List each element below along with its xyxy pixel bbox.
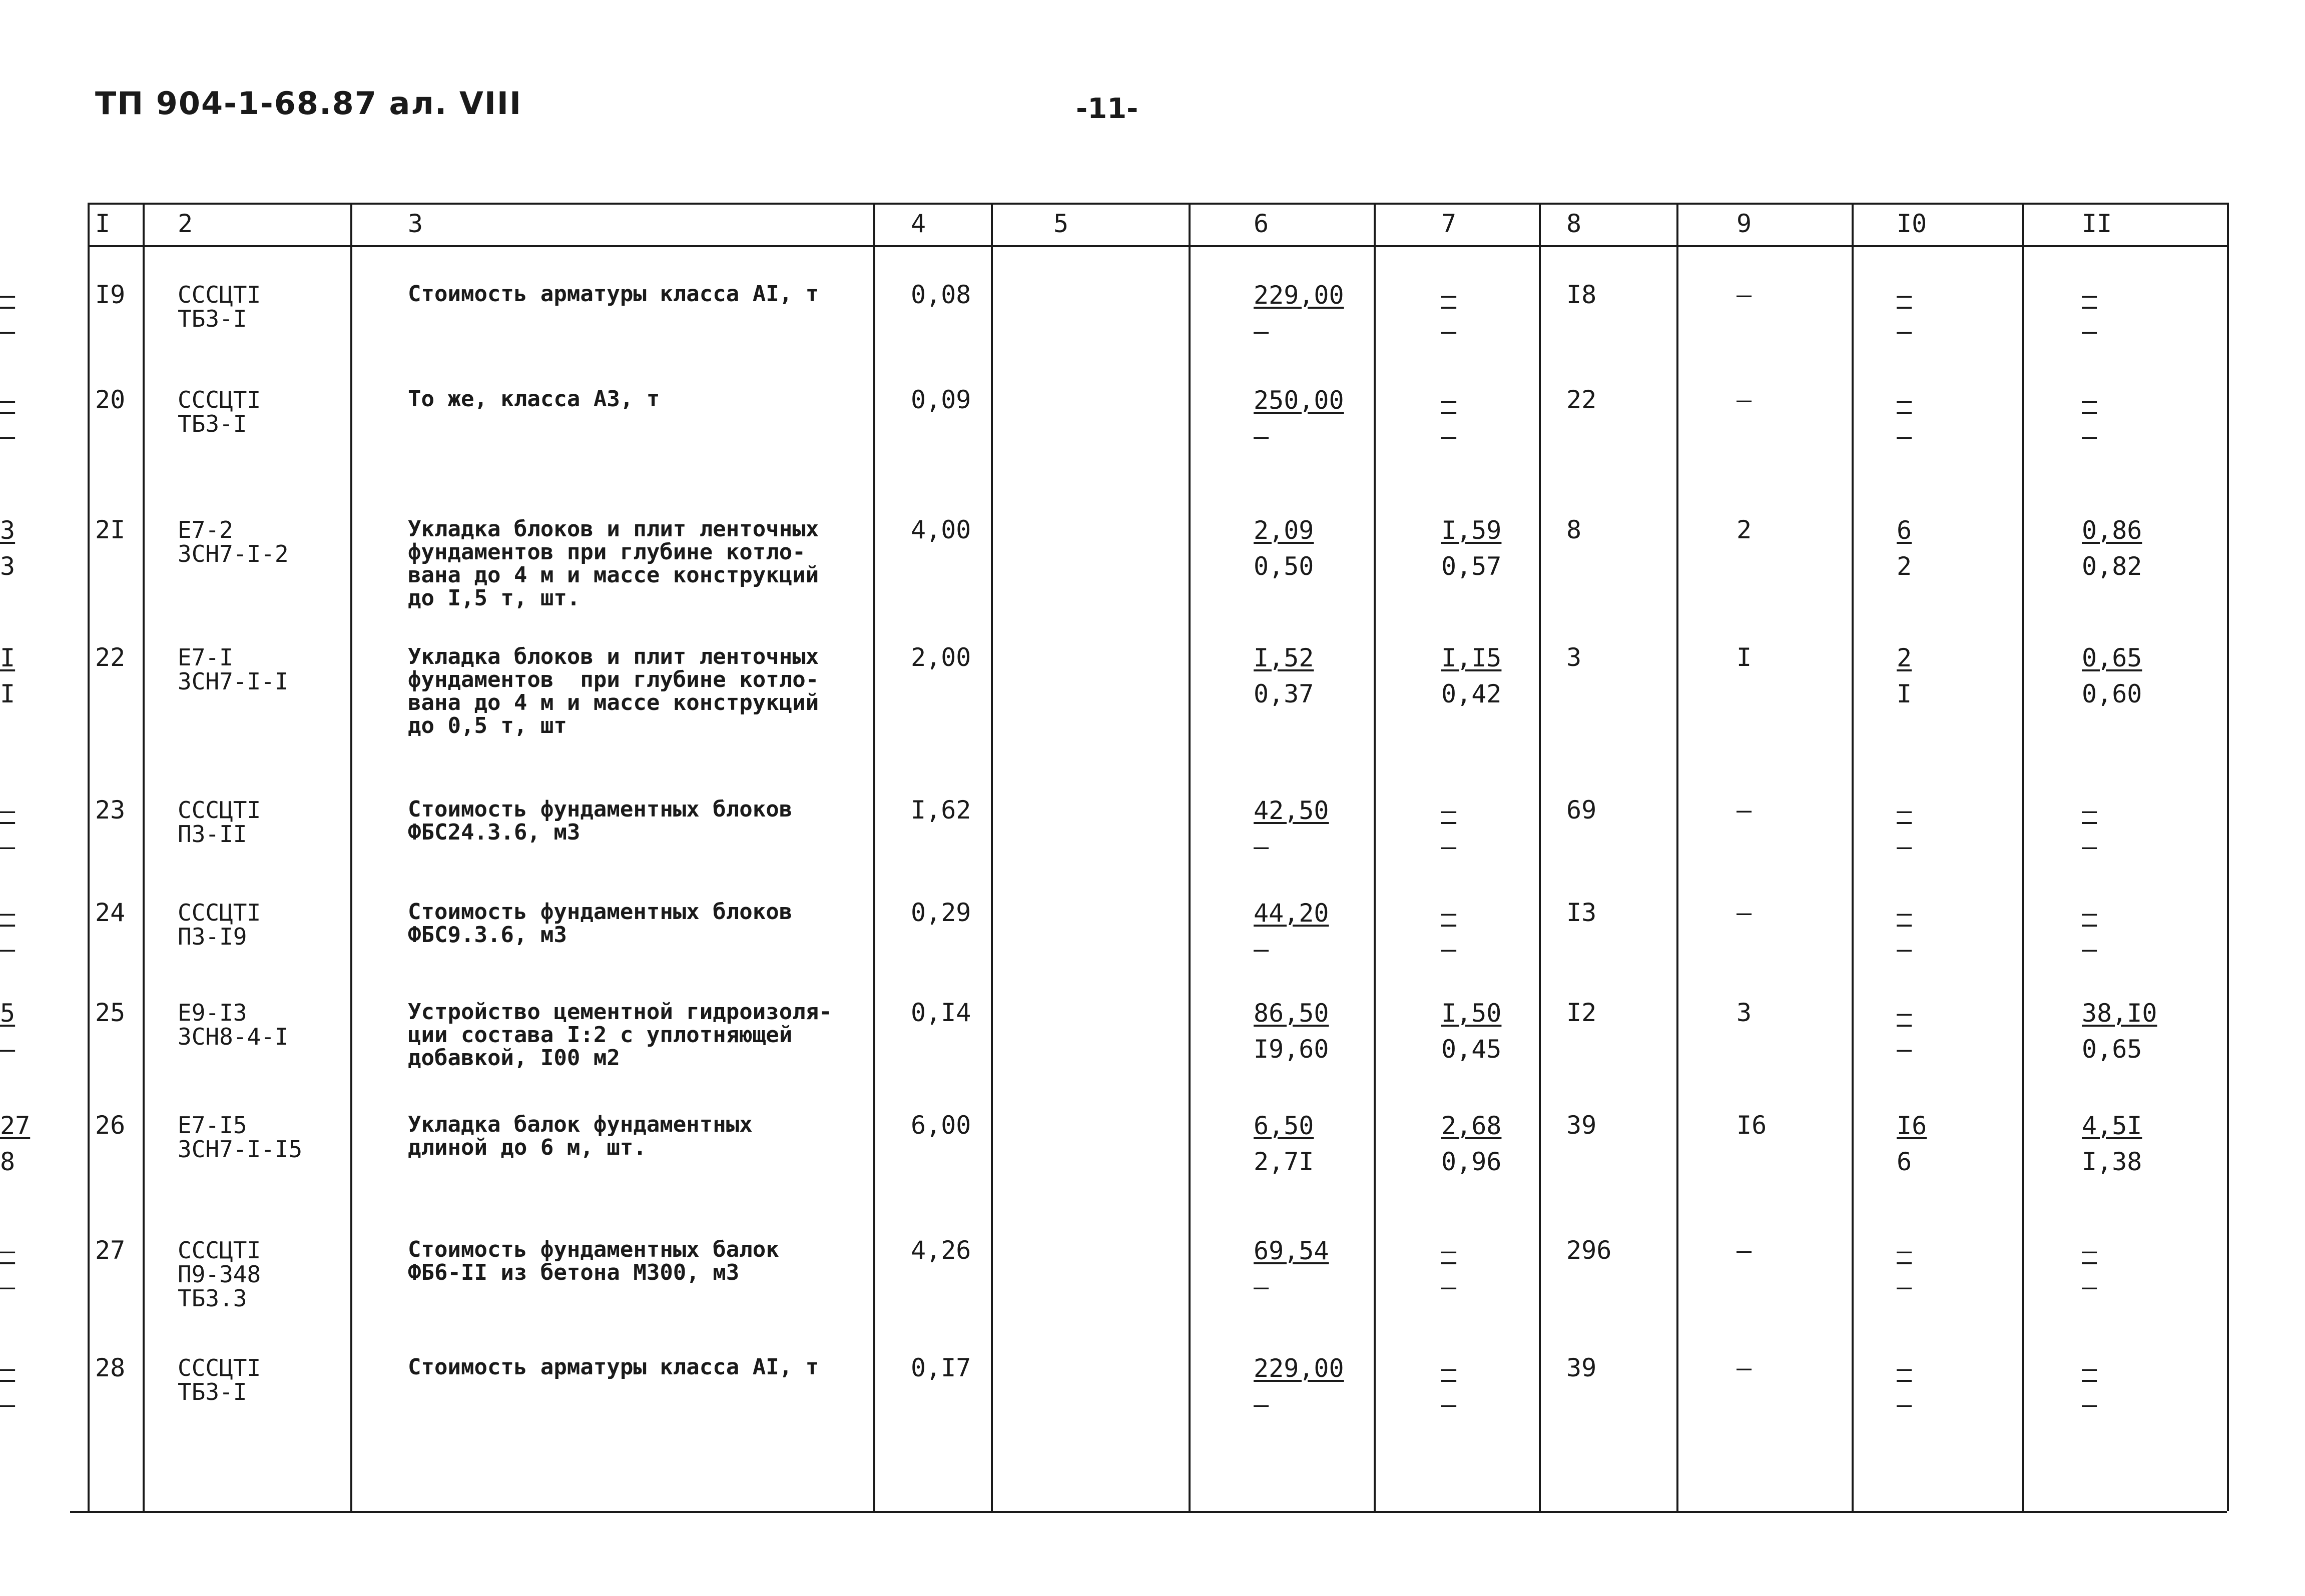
fraction-denominator: – <box>1441 935 1457 964</box>
column-header: 2 <box>178 209 193 238</box>
fraction-numerator: – <box>2082 1354 2097 1383</box>
cell-code: СССЦТI ПЗ-II <box>178 796 261 848</box>
fraction-denominator: 2,7I <box>1254 1147 1314 1176</box>
column-divider <box>1852 203 1854 1511</box>
fraction-c11 <box>0 795 15 862</box>
cell-num: 2I <box>95 515 126 544</box>
fraction-c9 <box>1897 1111 1927 1177</box>
fraction-denominator: – <box>1441 832 1457 861</box>
fraction-c6 <box>1441 643 1501 709</box>
fraction-denominator: – <box>2082 422 2097 451</box>
fraction-numerator: – <box>1441 1236 1457 1265</box>
fraction-denominator: I <box>0 679 16 708</box>
fraction-c11 <box>0 1111 30 1177</box>
column-header: I0 <box>1897 209 1927 238</box>
cell-num: 26 <box>95 1111 126 1140</box>
fraction-c5 <box>1254 795 1329 862</box>
fraction-c9 <box>1897 643 1912 709</box>
cell-qty: 0,I4 <box>911 998 971 1027</box>
fraction-numerator: I,59 <box>1441 516 1502 545</box>
fraction-c6 <box>1441 515 1501 581</box>
fraction-numerator: – <box>2082 281 2097 310</box>
cell-c8: – <box>1737 280 1752 309</box>
fraction-denominator: 0,50 <box>1254 552 1314 581</box>
fraction-denominator: – <box>1897 317 1912 346</box>
cell-num: 27 <box>95 1236 126 1265</box>
fraction-denominator: – <box>1897 1272 1912 1301</box>
fraction-numerator: I <box>0 643 16 672</box>
fraction-numerator: – <box>1441 281 1457 310</box>
fraction-c6 <box>1441 385 1456 451</box>
fraction-c5 <box>1254 643 1314 709</box>
fraction-numerator: – <box>1441 899 1457 928</box>
fraction-denominator: – <box>1897 832 1912 861</box>
fraction-denominator: 0,60 <box>2082 679 2142 708</box>
fraction-numerator: – <box>1897 386 1912 415</box>
fraction-numerator: – <box>0 796 16 825</box>
fraction-c9 <box>1897 795 1912 862</box>
cell-c8: I6 <box>1737 1111 1767 1140</box>
column-divider <box>1189 203 1191 1511</box>
fraction-numerator: – <box>0 899 16 928</box>
fraction-c11 <box>0 1353 15 1419</box>
fraction-denominator: – <box>1254 1272 1269 1301</box>
fraction-numerator: – <box>0 386 16 415</box>
fraction-denominator: 0,96 <box>1441 1147 1502 1176</box>
cell-desc: Стоимость арматуры класса AI, т <box>408 281 819 307</box>
cell-code: Е7-I ЗСН7-I-I <box>178 644 289 695</box>
fraction-numerator: – <box>1897 281 1912 310</box>
fraction-c11 <box>0 280 15 346</box>
fraction-denominator: – <box>2082 935 2097 964</box>
cell-c7: 69 <box>1566 795 1597 825</box>
cell-num: 22 <box>95 643 126 672</box>
fraction-numerator: 6,50 <box>1254 1111 1314 1140</box>
cell-desc: Укладка блоков и плит ленточных фундаментов при глубине котло- вана до 4 м и массе конструкций до I,5 т, шт. <box>408 516 819 611</box>
fraction-denominator: – <box>1254 1390 1269 1419</box>
cell-num: 24 <box>95 898 126 927</box>
fraction-numerator: 229,00 <box>1254 1354 1344 1383</box>
cell-qty: 0,I7 <box>911 1353 971 1382</box>
fraction-numerator: 42,50 <box>1254 796 1329 825</box>
fraction-c10 <box>2082 998 2157 1064</box>
column-divider <box>1539 203 1541 1511</box>
column-header: 4 <box>911 209 926 238</box>
cell-qty: 0,29 <box>911 898 971 927</box>
fraction-c10 <box>2082 1353 2097 1419</box>
table-rule <box>88 245 2227 247</box>
cell-num: 28 <box>95 1353 126 1382</box>
fraction-denominator: – <box>0 1035 16 1064</box>
fraction-numerator: 6 <box>1897 516 1912 545</box>
fraction-numerator: – <box>0 1354 16 1383</box>
fraction-numerator: – <box>0 281 16 310</box>
fraction-denominator: – <box>0 422 16 451</box>
fraction-denominator: – <box>1441 1272 1457 1301</box>
cell-desc: Устройство цементной гидроизоля- ции состава I:2 с уплотняющей добавкой, I00 м2 <box>408 999 832 1071</box>
fraction-c9 <box>1897 898 1912 964</box>
fraction-c10 <box>2082 898 2097 964</box>
fraction-numerator: 2,09 <box>1254 516 1314 545</box>
column-divider <box>350 203 352 1511</box>
fraction-numerator: 0,86 <box>2082 516 2142 545</box>
fraction-numerator: 69,54 <box>1254 1236 1329 1265</box>
cell-c7: 39 <box>1566 1353 1597 1382</box>
table-rule <box>88 203 2227 205</box>
cell-desc: Стоимость фундаментных балок ФБ6-II из бетона М300, м3 <box>408 1237 779 1285</box>
fraction-c11 <box>0 898 15 964</box>
fraction-c11 <box>0 643 15 709</box>
fraction-denominator: – <box>2082 317 2097 346</box>
fraction-numerator: – <box>0 1236 16 1265</box>
fraction-c11 <box>0 515 15 581</box>
fraction-denominator: 0,57 <box>1441 552 1502 581</box>
fraction-numerator: – <box>2082 899 2097 928</box>
fraction-c5 <box>1254 385 1344 451</box>
fraction-denominator: – <box>1254 317 1269 346</box>
fraction-numerator: – <box>1897 899 1912 928</box>
fraction-c10 <box>2082 385 2097 451</box>
cell-qty: 4,26 <box>911 1236 971 1265</box>
fraction-c5 <box>1254 280 1344 346</box>
fraction-numerator: – <box>1441 1354 1457 1383</box>
fraction-denominator: – <box>0 1272 16 1301</box>
cell-qty: I,62 <box>911 795 971 825</box>
fraction-c5 <box>1254 515 1314 581</box>
cell-qty: 0,08 <box>911 280 971 309</box>
column-header: 9 <box>1737 209 1752 238</box>
fraction-numerator: I,50 <box>1441 999 1502 1028</box>
cell-c7: 296 <box>1566 1236 1612 1265</box>
cell-c7: I8 <box>1566 280 1597 309</box>
fraction-numerator: 86,50 <box>1254 999 1329 1028</box>
fraction-denominator: – <box>1254 422 1269 451</box>
fraction-denominator: 2 <box>1897 552 1912 581</box>
fraction-c6 <box>1441 1353 1456 1419</box>
cell-qty: 6,00 <box>911 1111 971 1140</box>
fraction-c5 <box>1254 998 1329 1064</box>
cell-c8: 3 <box>1737 998 1752 1027</box>
fraction-numerator: – <box>2082 796 2097 825</box>
cell-code: Е7-I5 ЗСН7-I-I5 <box>178 1112 303 1163</box>
fraction-numerator: 4,5I <box>2082 1111 2142 1140</box>
column-header: II <box>2082 209 2112 238</box>
cell-c7: 22 <box>1566 385 1597 414</box>
cell-num: 20 <box>95 385 126 414</box>
fraction-denominator: – <box>2082 832 2097 861</box>
column-header: 7 <box>1441 209 1457 238</box>
fraction-c10 <box>2082 280 2097 346</box>
fraction-c11 <box>0 1236 15 1302</box>
fraction-c6 <box>1441 1236 1456 1302</box>
fraction-c5 <box>1254 1236 1329 1302</box>
fraction-c10 <box>2082 795 2097 862</box>
cell-desc: Укладка блоков и плит ленточных фундаментов при глубине котло- вана до 4 м и массе конструкций до 0,5 т, шт <box>408 644 819 738</box>
fraction-c9 <box>1897 385 1912 451</box>
fraction-denominator: 0,65 <box>2082 1035 2142 1064</box>
table-rule <box>70 1511 2227 1513</box>
fraction-denominator: 0,42 <box>1441 679 1502 708</box>
fraction-c10 <box>2082 1236 2097 1302</box>
cell-qty: 4,00 <box>911 515 971 544</box>
fraction-denominator: – <box>1441 422 1457 451</box>
fraction-numerator: 0,65 <box>2082 643 2142 672</box>
fraction-denominator: 6 <box>1897 1147 1912 1176</box>
fraction-c6 <box>1441 998 1501 1064</box>
column-divider <box>873 203 875 1511</box>
fraction-numerator: 3 <box>0 516 16 545</box>
cell-desc: Стоимость фундаментных блоков ФБС9.3.6, м3 <box>408 899 793 948</box>
fraction-denominator: – <box>1254 935 1269 964</box>
fraction-c10 <box>2082 643 2142 709</box>
fraction-c11 <box>0 998 15 1064</box>
cell-num: 23 <box>95 795 126 825</box>
fraction-c5 <box>1254 1353 1344 1419</box>
document-code: ТП 904-1-68.87 ал. VIII <box>95 85 522 122</box>
cell-code: СССЦТI ПЗ-I9 <box>178 899 261 950</box>
fraction-numerator: – <box>1897 1354 1912 1383</box>
column-divider <box>1676 203 1678 1511</box>
fraction-c9 <box>1897 515 1912 581</box>
column-divider <box>143 203 145 1511</box>
column-header: I <box>95 209 111 238</box>
fraction-c10 <box>2082 1111 2142 1177</box>
cell-code: СССЦТI П9-348 ТБЗ.3 <box>178 1237 261 1312</box>
fraction-denominator: – <box>0 935 16 964</box>
cell-c8: – <box>1737 385 1752 414</box>
column-divider <box>991 203 993 1511</box>
column-header: 8 <box>1566 209 1582 238</box>
cell-c7: I3 <box>1566 898 1597 927</box>
fraction-denominator: – <box>1897 935 1912 964</box>
cell-desc: Стоимость фундаментных блоков ФБС24.3.6, м3 <box>408 796 793 845</box>
fraction-c5 <box>1254 1111 1314 1177</box>
fraction-c9 <box>1897 998 1912 1064</box>
page-number: -11- <box>1076 93 1138 125</box>
fraction-c6 <box>1441 898 1456 964</box>
fraction-denominator: – <box>1441 317 1457 346</box>
fraction-numerator: 44,20 <box>1254 899 1329 928</box>
fraction-numerator: 27 <box>0 1111 31 1140</box>
cell-code: Е9-I3 ЗСН8-4-I <box>178 999 289 1050</box>
cell-c8: – <box>1737 1236 1752 1265</box>
fraction-numerator: – <box>2082 386 2097 415</box>
fraction-denominator: – <box>1441 1390 1457 1419</box>
column-header: 6 <box>1254 209 1269 238</box>
fraction-denominator: – <box>1897 1390 1912 1419</box>
fraction-numerator: 2,68 <box>1441 1111 1502 1140</box>
cell-c8: 2 <box>1737 515 1752 544</box>
cell-qty: 0,09 <box>911 385 971 414</box>
cell-c7: 3 <box>1566 643 1582 672</box>
column-divider <box>88 203 90 1511</box>
cell-c7: 39 <box>1566 1111 1597 1140</box>
fraction-c9 <box>1897 280 1912 346</box>
cell-c8: – <box>1737 1353 1752 1382</box>
fraction-c5 <box>1254 898 1329 964</box>
fraction-denominator: – <box>2082 1390 2097 1419</box>
fraction-denominator: – <box>0 832 16 861</box>
fraction-c6 <box>1441 795 1456 862</box>
cell-c8: I <box>1737 643 1752 672</box>
cell-desc: Укладка балок фундаментных длиной до 6 м, шт. <box>408 1112 753 1160</box>
fraction-numerator: – <box>1897 796 1912 825</box>
fraction-denominator: – <box>1254 832 1269 861</box>
fraction-numerator: – <box>1897 999 1912 1028</box>
cell-c7: 8 <box>1566 515 1582 544</box>
fraction-numerator: I,I5 <box>1441 643 1502 672</box>
fraction-denominator: – <box>0 317 16 346</box>
cell-num: I9 <box>95 280 126 309</box>
fraction-c9 <box>1897 1353 1912 1419</box>
fraction-c9 <box>1897 1236 1912 1302</box>
fraction-numerator: 5 <box>0 999 16 1028</box>
fraction-c11 <box>0 385 15 451</box>
cell-code: Е7-2 ЗСН7-I-2 <box>178 516 289 567</box>
fraction-denominator: 3 <box>0 552 16 581</box>
column-header: 5 <box>1053 209 1069 238</box>
cell-c8: – <box>1737 795 1752 825</box>
fraction-numerator: – <box>1441 386 1457 415</box>
fraction-numerator: I6 <box>1897 1111 1927 1140</box>
cell-c7: I2 <box>1566 998 1597 1027</box>
cell-qty: 2,00 <box>911 643 971 672</box>
fraction-numerator: – <box>1441 796 1457 825</box>
fraction-denominator: 8 <box>0 1147 16 1176</box>
fraction-denominator: I,38 <box>2082 1147 2142 1176</box>
fraction-numerator: 38,I0 <box>2082 999 2157 1028</box>
fraction-denominator: – <box>0 1390 16 1419</box>
fraction-denominator: I <box>1897 679 1912 708</box>
cell-num: 25 <box>95 998 126 1027</box>
fraction-denominator: 0,45 <box>1441 1035 1502 1064</box>
cell-code: СССЦТI ТБЗ-I <box>178 1354 261 1405</box>
fraction-numerator: – <box>1897 1236 1912 1265</box>
fraction-c10 <box>2082 515 2142 581</box>
cell-c8: – <box>1737 898 1752 927</box>
fraction-numerator: 2 <box>1897 643 1912 672</box>
fraction-numerator: I,52 <box>1254 643 1314 672</box>
column-header: 3 <box>408 209 423 238</box>
fraction-numerator: 229,00 <box>1254 281 1344 310</box>
column-divider <box>2022 203 2024 1511</box>
fraction-denominator: – <box>1897 1035 1912 1064</box>
fraction-c6 <box>1441 280 1456 346</box>
fraction-c6 <box>1441 1111 1501 1177</box>
cell-code: СССЦТI ТБЗ-I <box>178 281 261 332</box>
fraction-numerator: 250,00 <box>1254 386 1344 415</box>
fraction-denominator: I9,60 <box>1254 1035 1329 1064</box>
fraction-numerator: – <box>2082 1236 2097 1265</box>
fraction-denominator: – <box>1897 422 1912 451</box>
cell-code: СССЦТI ТБЗ-I <box>178 386 261 437</box>
column-divider <box>1374 203 1376 1511</box>
fraction-denominator: 0,37 <box>1254 679 1314 708</box>
fraction-denominator: 0,82 <box>2082 552 2142 581</box>
fraction-denominator: – <box>2082 1272 2097 1301</box>
column-divider <box>2227 203 2229 1511</box>
cell-desc: Стоимость арматуры класса AI, т <box>408 1354 819 1380</box>
cell-desc: То же, класса A3, т <box>408 386 660 412</box>
